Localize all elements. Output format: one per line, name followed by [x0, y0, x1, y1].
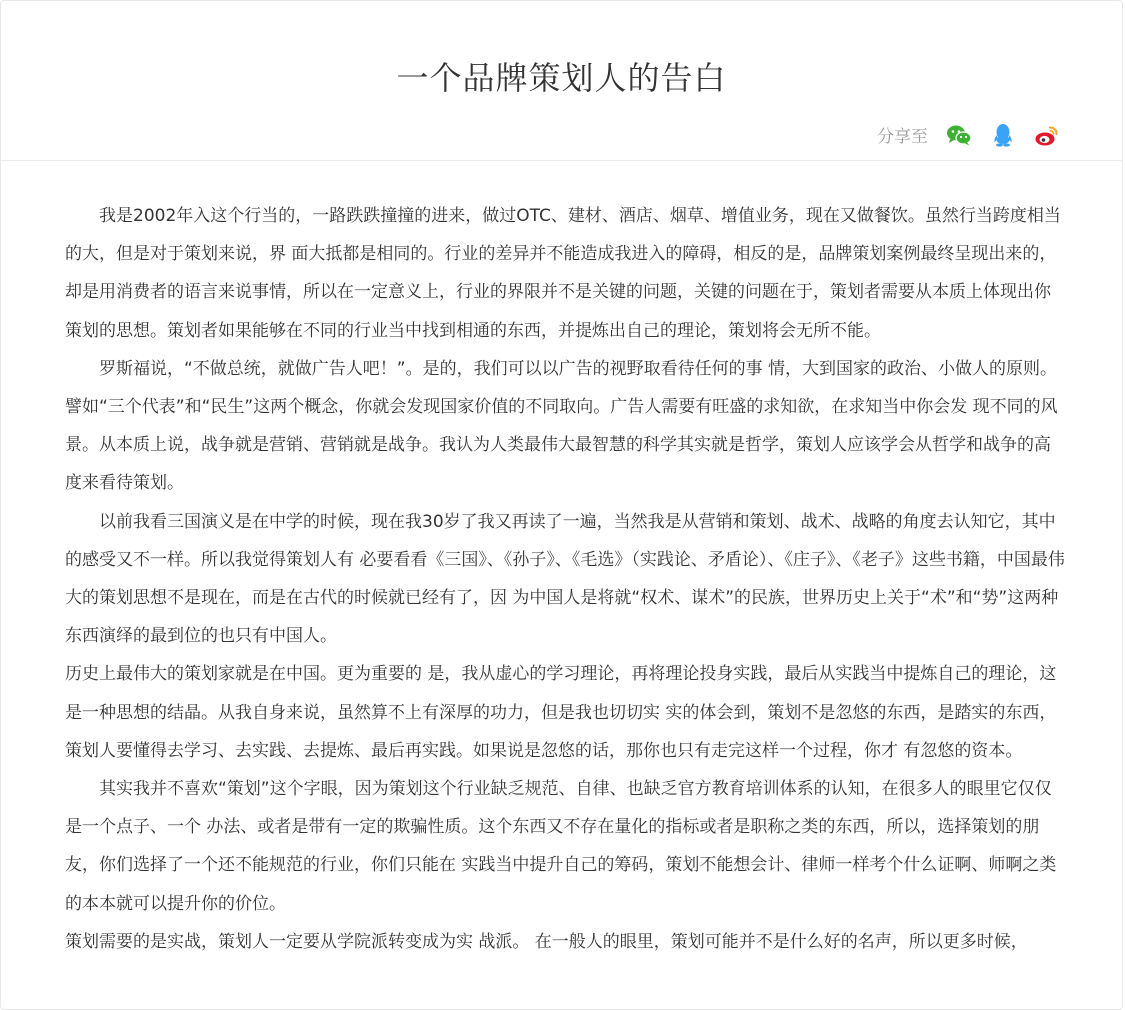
weibo-icon[interactable]: [1034, 123, 1060, 147]
qq-icon[interactable]: [990, 123, 1016, 147]
article-paragraph: 我是2002年入这个行当的，一路跌跌撞撞的进来，做过OTC、建材、酒店、烟草、增值业务，现在又做餐饮。虽然行当跨度相当的大，但是对于策划来说，界 面大抵都是相同的。行业的差异并不能造成我进入的障碍，相反的是，品牌策划案例最终呈现出来的，却是用消费者的语言来说事情，所以在一定意义上，行业的界限并不是关键的问题，关键的问题在于，策划者需要从本质上体现出你策划的思想。策划者如果能够在不同的行业当中找到相通的东西，并提炼出自己的理论，策划将会无所不能。: [65, 206, 1061, 341]
article-paragraph: 策划需要的是实战，策划人一定要从学院派转变成为实 战派。 在一般人的眼里，策划可能并不是什么好的名声，所以更多时候，: [65, 931, 1028, 952]
article-paragraph: 其实我并不喜欢“策划”这个字眼，因为策划这个行业缺乏规范、自律、也缺乏官方教育培训体系的认知，在很多人的眼里它仅仅是一个点子、一个 办法、或者是带有一定的欺骗性质。这个东西又不存在量化的指标或者是职称之类的东西，所以，选择策划的朋友，你们选择了一个还不能规范的行业，你们只能在 实践当中提升自己的筹码，策划不能想会计、律师一样考个什么证啊、师啊之类的本本就可以提升你的价位。: [65, 779, 1057, 914]
article-paragraph: 历史上最伟大的策划家就是在中国。更为重要的 是，我从虚心的学习理论，再将理论投身实践，最后从实践当中提炼自己的理论，这是一种思想的结晶。从我自身来说，虽然算不上有深厚的功力，但是我也切切实 实的体会到，策划不是忽悠的东西，是踏实的东西，策划人要懂得去学习、去实践、去提炼、最后再实践。如果说是忽悠的话，那你也只有走完这样一个过程，你才 有忽悠的资本。: [65, 664, 1057, 761]
share-bar: [877, 122, 1060, 147]
article-header: [1, 1, 1122, 161]
wechat-icon[interactable]: [946, 123, 972, 147]
article-body: [65, 197, 1065, 961]
share-label: 分享至: [877, 127, 928, 147]
article-paragraph: 罗斯福说，“不做总统，就做广告人吧！”。是的，我们可以以广告的视野取看待任何的事 情，大到国家的政治、小做人的原则。譬如“三个代表”和“民生”这两个概念，你就会发现国家价值的不同取向。广告人需要有旺盛的求知欲，在求知当中你会发 现不同的风景。从本质上说，战争就是营销、营销就是战争。我认为人类最伟大最智慧的科学其实就是哲学，策划人应该学会从哲学和战争的高度来看待策划。: [65, 358, 1058, 494]
article-paragraph: 以前我看三国演义是在中学的时候，现在我30岁了我又再读了一遍，当然我是从营销和策划、战术、战略的角度去认知它，其中的感受又不一样。所以我觉得策划人有 必要看看《三国》、《孙子》、《毛选》（实践论、矛盾论）、《庄子》、《老子》这些书籍，中国最伟大的策划思想不是现在，而是在古代的时候就已经有了，因 为中国人是将就“权术、谋术”的民族，世界历史上关于“术”和“势”这两种东西演绎的最到位的也只有中国人。: [65, 511, 1065, 647]
article-title: 一个品牌策划人的告白: [396, 59, 727, 97]
